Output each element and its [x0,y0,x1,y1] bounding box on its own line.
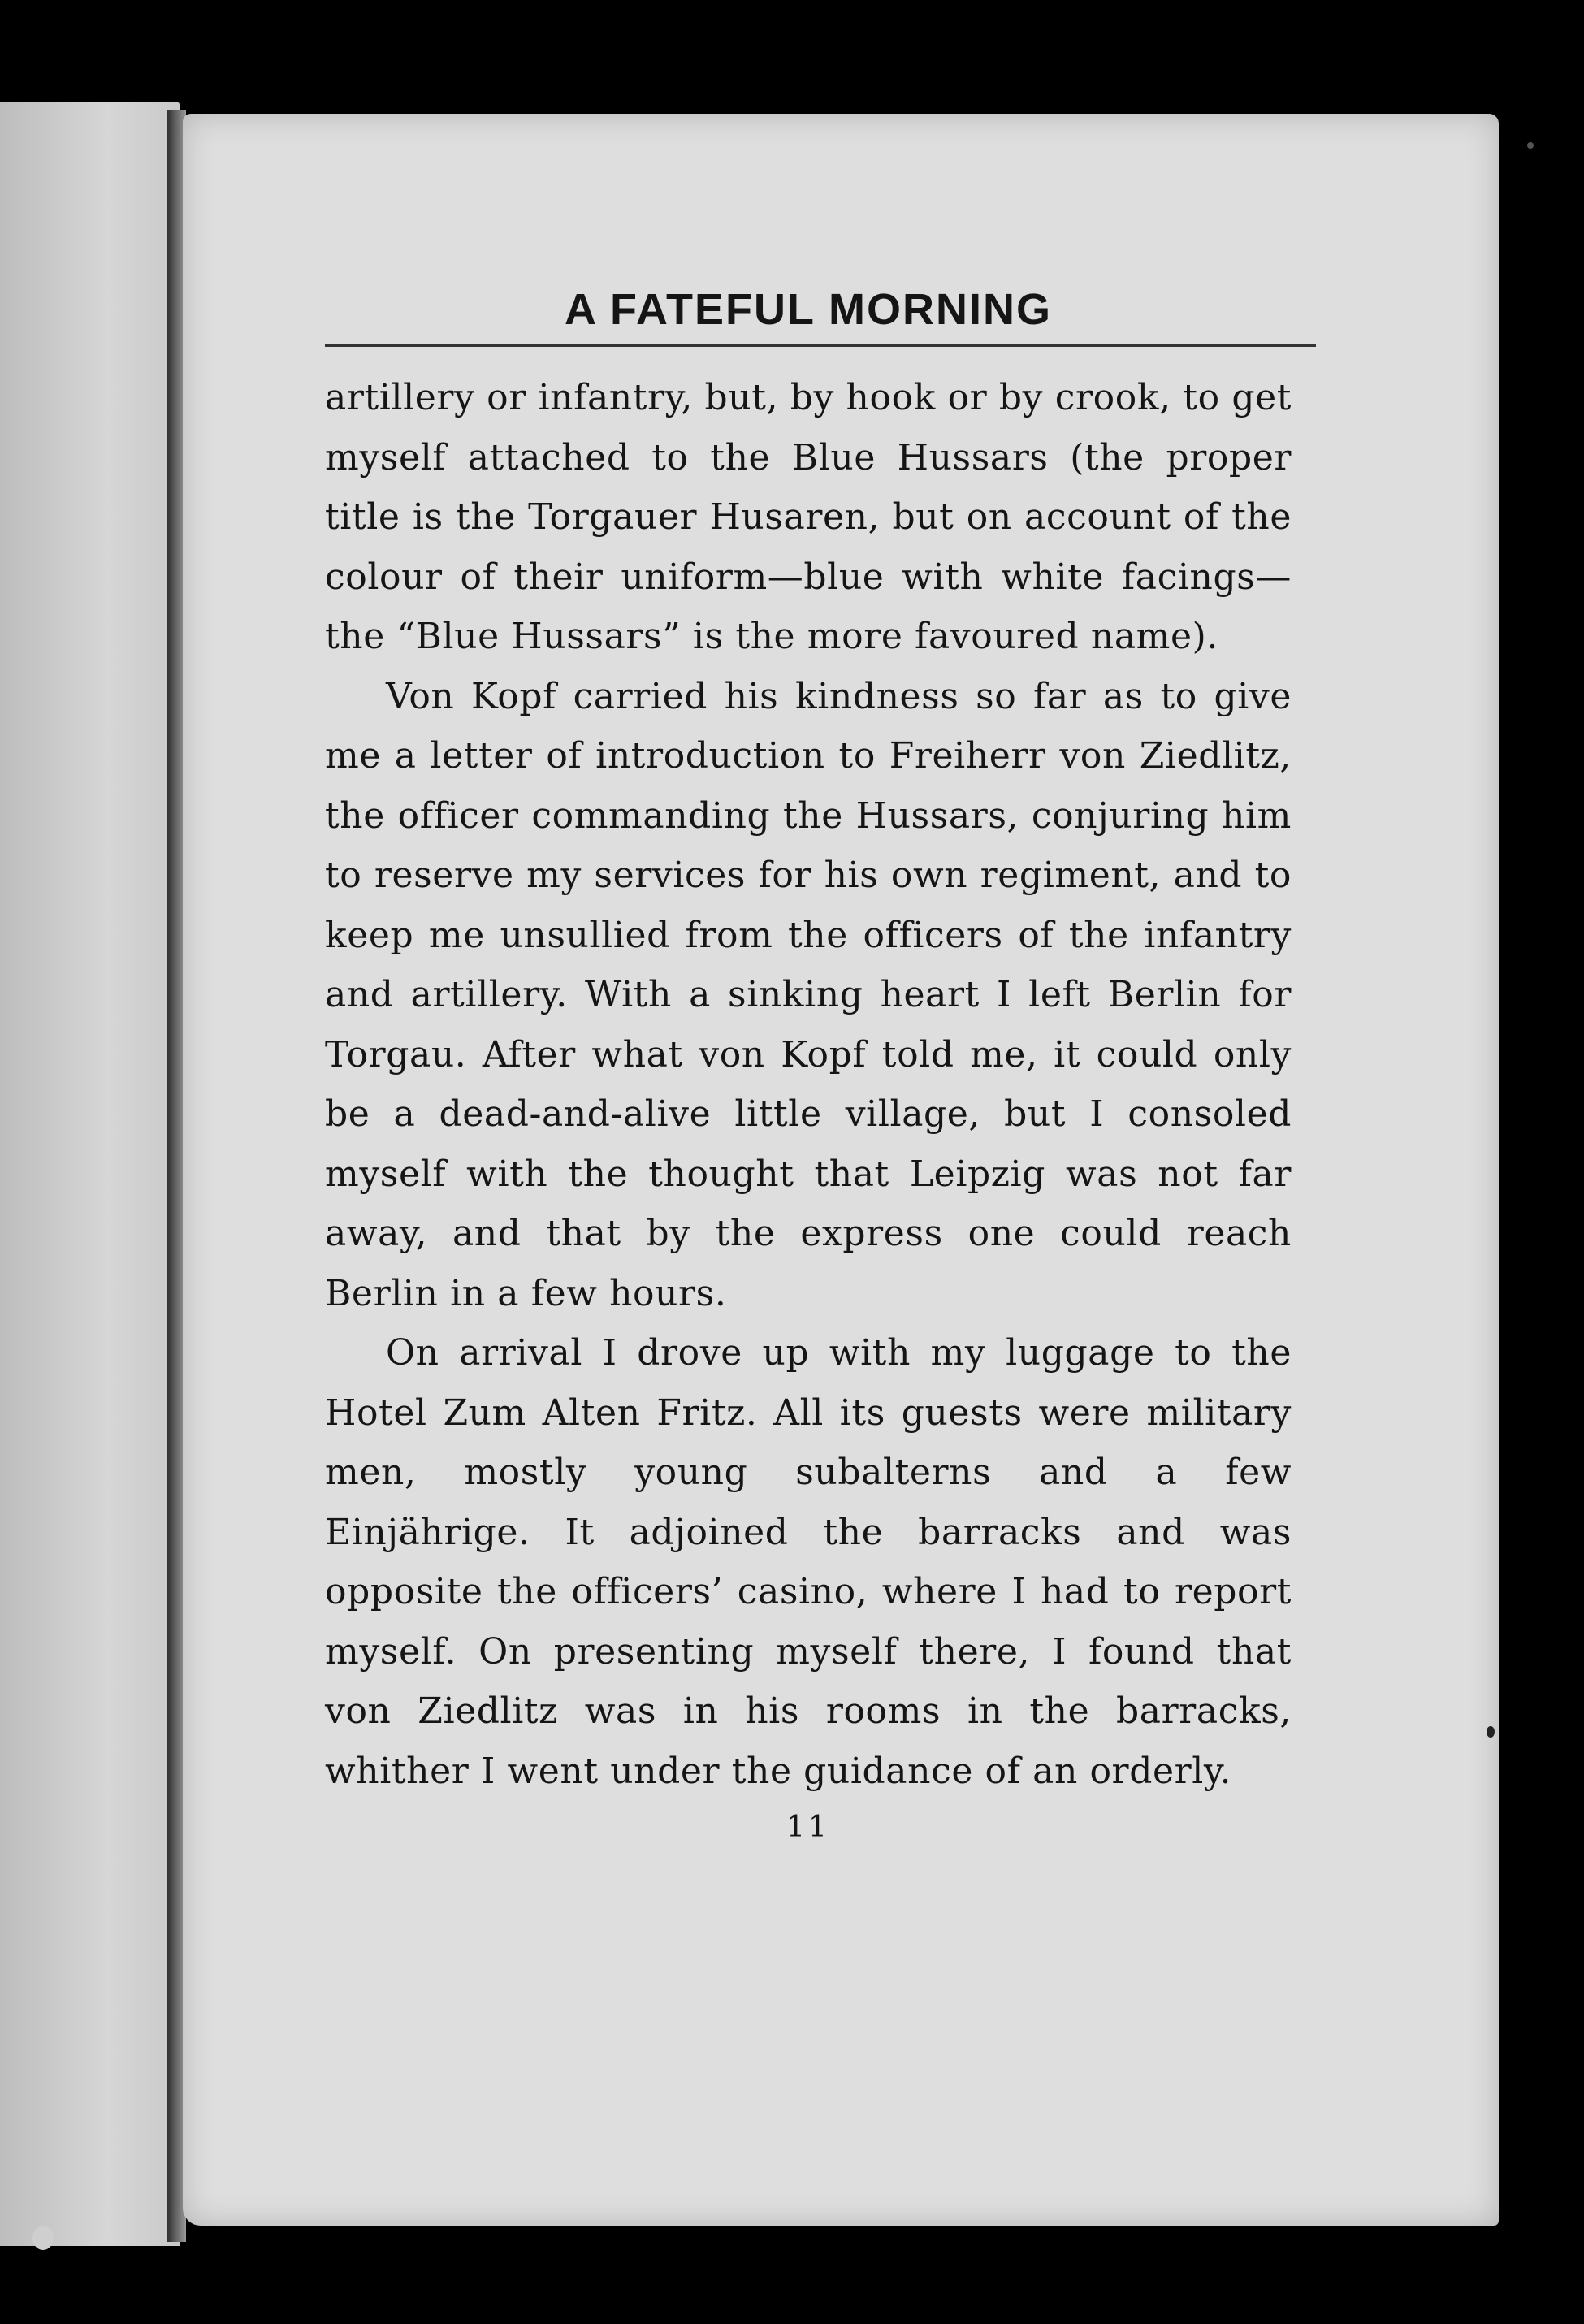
running-head: A FATEFUL MORNING [565,285,1052,334]
scan-speck [1527,142,1534,149]
header-rule [325,344,1316,347]
paragraph-1: artillery or infantry, but, by hook or by crook, to get myself attached to the Blue Hussars (the proper title is the Torgauer Husaren, but on account of the colour of their uniform—blue with white facings—the “Blue Hussars” is the more favoured name). [325,377,1292,657]
scan-speck [32,2226,54,2250]
page-number: 11 [786,1811,830,1844]
scan-speck [1487,1726,1495,1738]
facing-page-edge [0,102,180,2246]
paragraph-3: On arrival I drove up with my luggage to the Hotel Zum Alten Fritz. All its guests were military men, mostly young subalterns and a few Einjährige. It adjoined the barracks and was opposite the officers’ casino, where I had to report myself. On presenting myself there, I found that von Ziedlitz was in his rooms in the barracks, whither I went under the guidance of an orderly. [325,1332,1292,1792]
book-page [183,114,1499,2226]
text-block [325,284,1292,1844]
paragraph-2: Von Kopf carried his kindness so far as to give me a letter of introduction to Freiherr von Ziedlitz, the officer commanding the Hussars, conjuring him to reserve my services for his own regiment, and to keep me unsullied from the officers of the infantry and artillery. With a sinking heart I left Berlin for Torgau. After what von Kopf told me, it could only be a dead-and-alive little village, but I consoled myself with the thought that Leipzig was not far away, and that by the express one could reach Berlin in a few hours. [325,675,1292,1314]
